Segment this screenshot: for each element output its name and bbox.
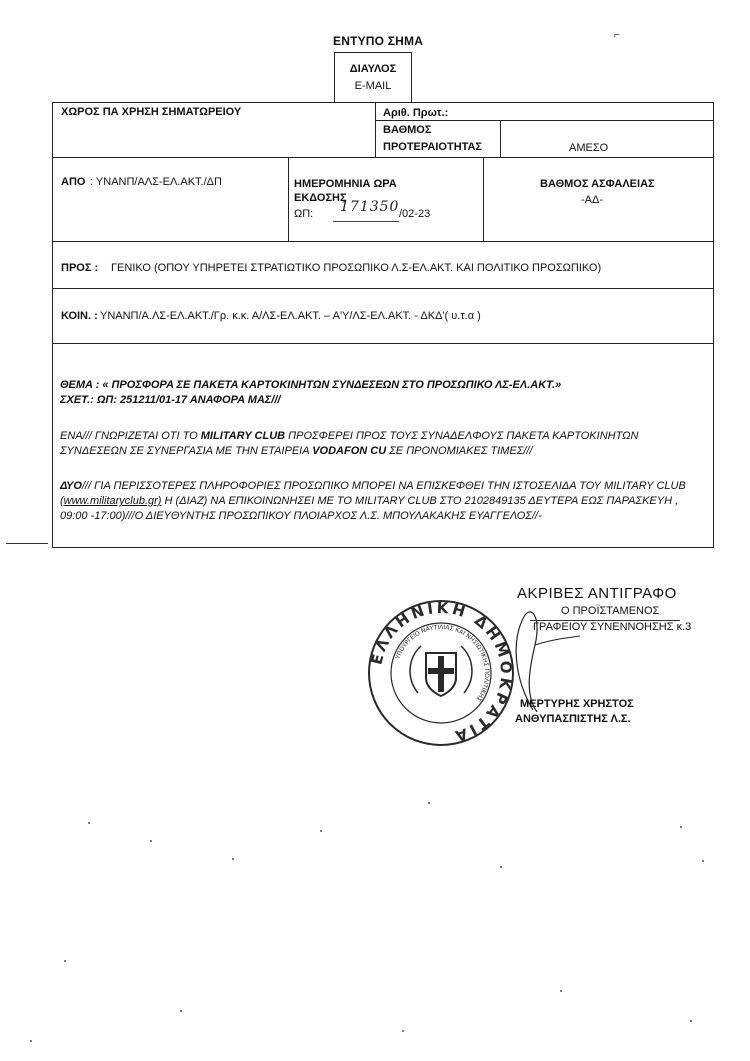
dtg-underline bbox=[333, 221, 399, 222]
priority-label-line2: ΠΡΟΤΕΡΑΙΟΤΗΤΑΣ bbox=[383, 141, 483, 153]
speckle bbox=[320, 830, 322, 832]
p2-text: /// ΓΙΑ ΠΕΡΙΣΣΟΤΕΡΕΣ ΠΛΗΡΟΦΟΡΙΕΣ ΠΡΟΣΩΠΙΚΟ ΜΠΟΡΕΙ ΝΑ ΕΠΙΣΚΕΦΘΕΙ ΤΗΝ ΙΣΤΟΣΕΛΙΔΑ ΤΟΥ MILITARY CLUB bbox=[81, 480, 686, 492]
area-label: ΧΩΡΟΣ ΠΑ ΧΡΗΣΗ ΣΗΜΑΤΩΡΕΙΟΥ bbox=[61, 106, 242, 118]
margin-mark bbox=[6, 543, 48, 544]
form-title: ΕΝΤΥΠΟ ΣΗΜΑ bbox=[333, 34, 424, 48]
cc-value: ΥΝΑΝΠ/Α.ΛΣ-ΕΛ.ΑΚΤ./Γρ. κ.κ. Α/ΛΣ-ΕΛ.ΑΚΤ. – Α'Υ/ΛΣ-ΕΛ.ΑΚΤ. - ΔΚΔ'( υ.τ.α ) bbox=[100, 310, 481, 322]
security-value: -ΑΔ- bbox=[581, 194, 604, 206]
channel-value: E-MAIL bbox=[354, 80, 392, 92]
related-line bbox=[60, 393, 710, 408]
from-label: ΑΠΟ bbox=[61, 176, 86, 188]
official-seal bbox=[366, 598, 516, 748]
from-value: : ΥΝΑΝΠ/ΑΛΣ-ΕΛ.ΑΚΤ./ΔΠ bbox=[90, 176, 222, 188]
security-label: ΒΑΘΜΟΣ ΑΣΦΑΛΕΙΑΣ bbox=[540, 178, 655, 190]
svg-text:ΥΠΟΥΡΓΕΙΟ ΝΑΥΤΙΛΙΑΣ ΚΑΙ ΝΗΣΙΩΤ: ΥΠΟΥΡΓΕΙΟ ΝΑΥΤΙΛΙΑΣ ΚΑΙ ΝΗΣΙΩΤΙΚΗΣ ΠΟΛΙΤΙΚΗΣ bbox=[394, 623, 491, 703]
row-divider bbox=[53, 157, 713, 158]
p1-text: ΕΝΑ/// ΓΝΩΡΙΖΕΤΑΙ ΟΤΙ ΤΟ bbox=[60, 430, 201, 442]
speckle bbox=[690, 1020, 692, 1022]
subject-text: ΘΕΜΑ : « ΠΡΟΣΦΟΡΑ ΣΕ ΠΑΚΕΤΑ ΚΑΡΤΟΚΙΝΗΤΩΝ ΣΥΝΔΕΣΕΩΝ ΣΤΟ ΠΡΟΣΩΠΙΚΟ ΛΣ-ΕΛ.ΑΚΤ.» bbox=[60, 379, 562, 391]
priority-label-line1: ΒΑΘΜΟΣ bbox=[383, 124, 432, 136]
col-divider bbox=[375, 103, 376, 158]
paragraph-two bbox=[60, 479, 700, 524]
p1-military-club: MILITARY CLUB bbox=[200, 430, 286, 442]
protocol-label: Αριθ. Πρωτ.: bbox=[383, 107, 449, 119]
speckle bbox=[560, 990, 562, 992]
p1-text-cont: ΠΡΟΣΦΕΡΕΙ ΠΡΟΣ ΤΟΥΣ ΣΥΝΑΔΕΛΦΟΥΣ ΠΑΚΕΤΑ ΚΑΡΤΟΚΙΝΗΤΩΝ ΣΥΝΔΕΣΕΩΝ ΣΕ ΣΥΝΕΡΓΑΣΙΑ ΜΕ ΤΗΝ ΕΤΑΙΡΕΙΑ bbox=[60, 430, 639, 457]
datetime-label-line2: ΕΚΔΟΣΗΣ bbox=[294, 192, 347, 204]
p2-website-link[interactable]: (www.militaryclub.gr) bbox=[60, 495, 162, 507]
speckle bbox=[88, 822, 90, 824]
speckle bbox=[150, 840, 152, 842]
subject-line bbox=[60, 378, 710, 393]
office-title: ΓΡΑΦΕΙΟΥ ΣΥΝΕΝΝΟΗΣΗΣ κ.3 bbox=[533, 621, 692, 633]
speckle bbox=[30, 1040, 32, 1042]
p2-lead: ΔΥΟ bbox=[60, 480, 82, 492]
to-label: ΠΡΟΣ : bbox=[61, 262, 99, 274]
cc-label: ΚΟΙΝ. : bbox=[61, 310, 98, 322]
speckle bbox=[64, 960, 66, 962]
speckle bbox=[428, 802, 430, 804]
speckle bbox=[702, 860, 704, 862]
speckle bbox=[500, 866, 502, 868]
to-value: ΓΕΝΙΚΟ (ΟΠΟΥ ΥΠΗΡΕΤΕΙ ΣΤΡΑΤΙΩΤΙΚΟ ΠΡΟΣΩΠΙΚΟ Λ.Σ-ΕΛ.ΑΚΤ. ΚΑΙ ΠΟΛΙΤΙΚΟ ΠΡΟΣΩΠΙΚΟ) bbox=[111, 262, 602, 274]
p2-text-end: Η (ΔΙΑΖ) ΝΑ ΕΠΙΚΟΙΝΩΝΗΣΕΙ ΜΕ ΤΟ MILITARY CLUB ΣΤΟ 2102849135 ΔΕΥΤΕΡΑ ΕΩΣ ΠΑΡΑΣΚΕΥΗ , 09:00 -17:00)///Ο ΔΙΕΥΘΥΝΤΗΣ ΠΡΟΣΩΠΙΚΟΥ ΠΛΟΙΑΡΧΟΣ Λ.Σ. ΜΠΟΥΛΑΚΑΚΗΣ ΕΥΑΓΓΕΛΟΣ//- bbox=[60, 495, 679, 522]
corner-mark: ⌐ bbox=[614, 30, 620, 41]
related-text: ΣΧΕΤ.: ΩΠ: 251211/01-17 ΑΝΑΦΟΡΑ ΜΑΣ/// bbox=[60, 394, 281, 406]
p1-vodafon: VODAFON CU bbox=[312, 445, 387, 457]
channel-label: ΔΙΑΥΛΟΣ bbox=[349, 63, 397, 75]
datetime-label-line1: ΗΜΕΡΟΜΗΝΙΑ ΩΡΑ bbox=[294, 178, 397, 190]
channel-box bbox=[334, 52, 412, 103]
row-divider bbox=[53, 343, 713, 344]
svg-text:ΕΛΛΗΝΙΚΗ ΔΗΜΟΚΡΑΤΙΑ: ΕΛΛΗΝΙΚΗ ΔΗΜΟΚΡΑΤΙΑ bbox=[367, 598, 516, 746]
dtg-prefix: ΩΠ: bbox=[294, 208, 314, 220]
dtg-suffix: /02-23 bbox=[399, 208, 431, 220]
signer-name: ΜΕΡΤΥΡΗΣ ΧΡΗΣΤΟΣ bbox=[520, 698, 634, 710]
speckle bbox=[402, 1030, 404, 1032]
dtg-handwritten: 171350 bbox=[340, 199, 400, 215]
true-copy-stamp: ΑΚΡΙΒΕΣ ΑΝΤΙΓΡΑΦΟ bbox=[517, 585, 677, 602]
p1-text-end: ΣΕ ΠΡΟΝΟΜΙΑΚΕΣ ΤΙΜΕΣ/// bbox=[386, 445, 533, 457]
signer-rank: ΑΝΘΥΠΑΣΠΙΣΤΗΣ Λ.Σ. bbox=[515, 713, 631, 725]
row-divider bbox=[53, 241, 713, 242]
speckle bbox=[680, 826, 682, 828]
paragraph-one bbox=[60, 429, 700, 459]
col-divider bbox=[500, 120, 501, 158]
head-title: Ο ΠΡΟΪΣΤΑΜΕΝΟΣ bbox=[561, 605, 660, 617]
speckle bbox=[232, 858, 234, 860]
row-divider bbox=[53, 288, 713, 289]
row-divider bbox=[375, 120, 713, 121]
priority-value: ΑΜΕΣΟ bbox=[569, 142, 609, 154]
speckle bbox=[180, 1010, 182, 1012]
col-divider bbox=[483, 157, 484, 242]
col-divider bbox=[288, 157, 289, 242]
